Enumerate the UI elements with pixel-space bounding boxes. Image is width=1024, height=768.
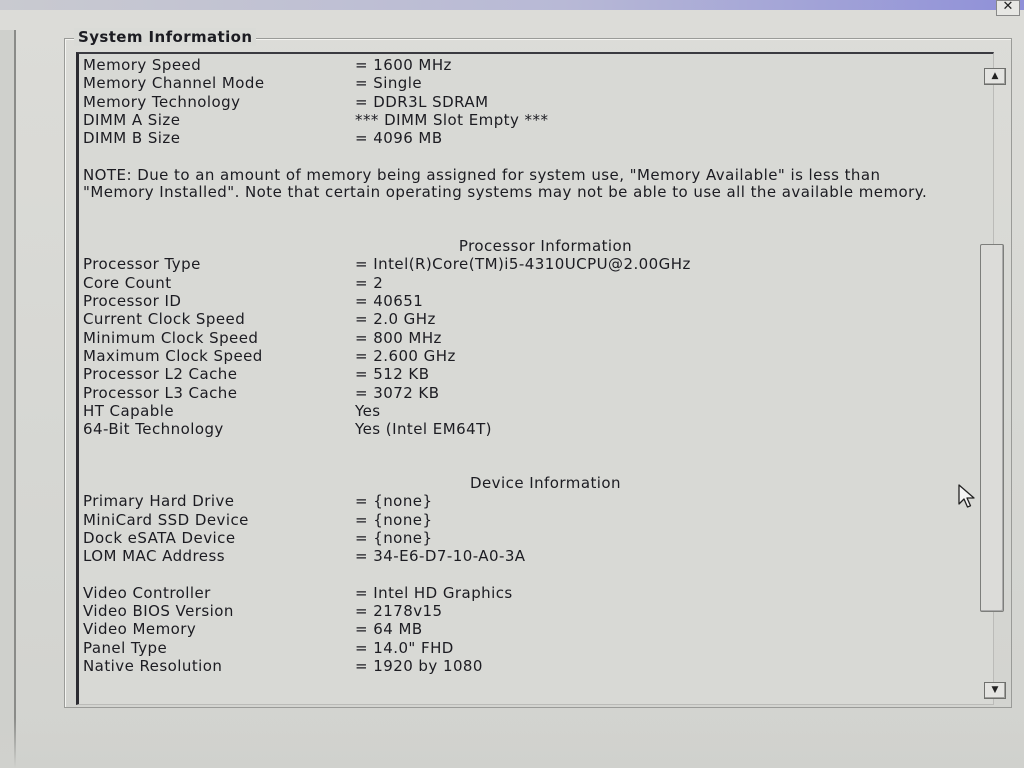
groupbox-title: System Information <box>74 28 256 46</box>
info-row-processor-id <box>83 292 973 310</box>
info-row-panel-type <box>83 639 973 657</box>
info-row-video-memory <box>83 620 973 638</box>
row-value: = Intel HD Graphics <box>355 583 513 602</box>
spacer <box>83 201 973 237</box>
info-row-memory-technology <box>83 93 973 111</box>
info-row-memory-channel-mode <box>83 74 973 92</box>
row-value: = 34-E6-D7-10-A0-3A <box>355 547 526 566</box>
info-panel <box>76 52 994 705</box>
row-value: = 2.600 GHz <box>355 346 456 365</box>
row-label: HT Capable <box>83 401 175 420</box>
vertical-scrollbar[interactable] <box>972 66 1008 702</box>
row-label: Maximum Clock Speed <box>83 346 263 365</box>
row-label: Video Controller <box>83 583 211 602</box>
row-label: 64-Bit Technology <box>83 420 224 439</box>
row-label: Primary Hard Drive <box>83 492 235 511</box>
memory-note: NOTE: Due to an amount of memory being assigned for system use, "Memory Available" is less than "Memory Installed". Note that certain operating systems may not be able to use all the available memory. <box>83 166 928 202</box>
row-value: = 2.0 GHz <box>355 310 436 329</box>
scroll-thumb[interactable] <box>980 244 1004 612</box>
spacer <box>83 566 973 584</box>
row-value: = 4096 MB <box>355 129 443 148</box>
info-row-dimm-b-size <box>83 129 973 147</box>
info-row-minimum-clock-speed <box>83 329 973 347</box>
row-label: Memory Channel Mode <box>83 74 265 93</box>
row-label: DIMM B Size <box>83 129 181 148</box>
row-label: Dock eSATA Device <box>83 529 236 548</box>
row-label: Memory Speed <box>83 56 202 74</box>
row-value: = 800 MHz <box>355 328 442 347</box>
row-label: Processor Type <box>83 255 201 274</box>
spacer <box>83 438 973 474</box>
row-value: = Intel(R)Core(TM)i5-4310UCPU@2.00GHz <box>355 255 691 274</box>
row-value: = {none} <box>355 529 433 548</box>
row-label: MiniCard SSD Device <box>83 510 249 529</box>
info-row-video-bios-version <box>83 602 973 620</box>
row-label: Processor ID <box>83 292 182 311</box>
info-row-dock-esata-device <box>83 529 973 547</box>
window-title-bar <box>0 0 1024 10</box>
row-label: Native Resolution <box>83 656 223 675</box>
info-row-video-controller <box>83 584 973 602</box>
info-row-processor-type <box>83 255 973 273</box>
info-row-minicard-ssd-device <box>83 511 973 529</box>
row-label: Memory Technology <box>83 92 241 111</box>
row-value: Yes <box>355 401 381 420</box>
info-row-64-bit-technology <box>83 420 973 438</box>
row-label: Minimum Clock Speed <box>83 328 259 347</box>
row-value: = {none} <box>355 492 433 511</box>
info-row-ht-capable <box>83 402 973 420</box>
row-value: = 3072 KB <box>355 383 440 402</box>
row-label: Panel Type <box>83 638 168 657</box>
row-label: Current Clock Speed <box>83 310 246 329</box>
processor-section-title: Processor Information <box>458 237 633 256</box>
info-row-current-clock-speed <box>83 310 973 328</box>
row-value: = 1600 MHz <box>355 56 452 74</box>
bottom-shade <box>0 718 1024 768</box>
info-row-primary-hard-drive <box>83 492 973 510</box>
row-label: Processor L3 Cache <box>83 383 238 402</box>
row-value: = 512 KB <box>355 365 430 384</box>
info-row-maximum-clock-speed <box>83 347 973 365</box>
close-button[interactable]: ✕ <box>996 0 1020 16</box>
row-value: = 1920 by 1080 <box>355 656 483 675</box>
info-row-dimm-a-size <box>83 111 973 129</box>
row-value: = Single <box>355 74 423 93</box>
info-row-processor-l2-cache <box>83 365 973 383</box>
row-value: = {none} <box>355 510 433 529</box>
row-value: = 2178v15 <box>355 601 443 620</box>
row-label: Core Count <box>83 273 172 292</box>
row-value: = 64 MB <box>355 620 423 639</box>
scroll-down-button[interactable]: ▼ <box>984 682 1006 699</box>
row-label: Video BIOS Version <box>83 601 234 620</box>
mouse-pointer-icon <box>958 484 976 510</box>
row-label: DIMM A Size <box>83 110 181 129</box>
info-row-native-resolution <box>83 657 973 675</box>
info-row-memory-speed <box>83 56 973 74</box>
info-row-processor-l3-cache <box>83 384 973 402</box>
row-label: Processor L2 Cache <box>83 365 238 384</box>
row-label: Video Memory <box>83 620 197 639</box>
row-value: = DDR3L SDRAM <box>355 92 489 111</box>
row-value: = 14.0" FHD <box>355 638 454 657</box>
left-pane-edge <box>0 30 16 768</box>
info-row-lom-mac-address <box>83 547 973 565</box>
row-value: = 2 <box>355 273 384 292</box>
scroll-up-button[interactable]: ▲ <box>984 68 1006 85</box>
device-section-title: Device Information <box>470 474 621 493</box>
row-value: Yes (Intel EM64T) <box>355 420 492 439</box>
row-value: = 40651 <box>355 292 424 311</box>
row-value: *** DIMM Slot Empty *** <box>355 110 549 129</box>
info-content <box>83 56 973 675</box>
row-label: LOM MAC Address <box>83 547 226 566</box>
info-row-core-count <box>83 274 973 292</box>
